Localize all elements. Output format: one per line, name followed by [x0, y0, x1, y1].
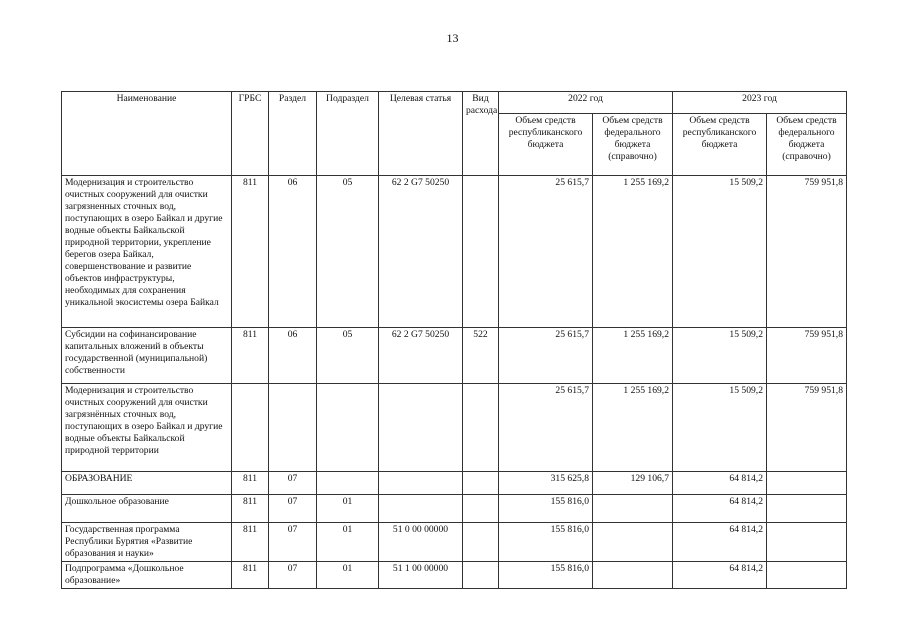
cell-vid [463, 495, 499, 523]
cell-grbs [232, 384, 269, 472]
cell-subsection: 05 [317, 176, 379, 328]
header-target: Целевая статья [379, 92, 463, 176]
cell-vid: 522 [463, 328, 499, 384]
cell-f2023: 759 951,8 [767, 384, 847, 472]
cell-f2023 [767, 562, 847, 589]
cell-r2023: 15 509,2 [673, 384, 767, 472]
cell-f2022: 1 255 169,2 [593, 328, 673, 384]
cell-f2023 [767, 472, 847, 495]
header-year-2022: 2022 год [499, 92, 673, 114]
cell-grbs: 811 [232, 472, 269, 495]
cell-r2022: 155 816,0 [499, 562, 593, 589]
table-row [62, 523, 847, 562]
header-year-2023: 2023 год [673, 92, 847, 114]
cell-vid [463, 472, 499, 495]
table-row [62, 562, 847, 589]
cell-r2022: 25 615,7 [499, 384, 593, 472]
cell-r2022: 25 615,7 [499, 176, 593, 328]
cell-r2022: 155 816,0 [499, 523, 593, 562]
table-row [62, 495, 847, 523]
cell-r2023: 64 814,2 [673, 472, 767, 495]
cell-section: 07 [269, 472, 317, 495]
cell-r2022: 25 615,7 [499, 328, 593, 384]
cell-name: Модернизация и строительство очистных сооружений для очистки загрязнённых сточных вод, поступающих в озеро Байкал и другие водные объекты Байкальской природной территории [62, 384, 232, 472]
header-fed-2022: Объем средств федерального бюджета (справочно) [593, 114, 673, 176]
cell-f2022: 1 255 169,2 [593, 176, 673, 328]
header-fed-2023: Объем средств федерального бюджета (справочно) [767, 114, 847, 176]
cell-name: Государственная программа Республики Бурятия «Развитие образования и науки» [62, 523, 232, 562]
cell-grbs: 811 [232, 176, 269, 328]
cell-f2023: 759 951,8 [767, 176, 847, 328]
cell-f2022 [593, 495, 673, 523]
cell-f2022: 1 255 169,2 [593, 384, 673, 472]
cell-vid [463, 384, 499, 472]
cell-target: 51 1 00 00000 [379, 562, 463, 589]
cell-vid [463, 176, 499, 328]
cell-f2023 [767, 495, 847, 523]
cell-r2023: 64 814,2 [673, 523, 767, 562]
cell-grbs: 811 [232, 328, 269, 384]
header-name: Наименование [62, 92, 232, 176]
cell-r2023: 15 509,2 [673, 328, 767, 384]
cell-r2022: 155 816,0 [499, 495, 593, 523]
budget-table [61, 91, 847, 589]
cell-r2023: 15 509,2 [673, 176, 767, 328]
cell-name: Подпрограмма «Дошкольное образование» [62, 562, 232, 589]
cell-grbs: 811 [232, 562, 269, 589]
cell-name: ОБРАЗОВАНИЕ [62, 472, 232, 495]
cell-f2023: 759 951,8 [767, 328, 847, 384]
cell-subsection: 01 [317, 562, 379, 589]
cell-target: 62 2 G7 50250 [379, 176, 463, 328]
cell-r2022: 315 625,8 [499, 472, 593, 495]
cell-subsection: 01 [317, 495, 379, 523]
table-row [62, 384, 847, 472]
header-section: Раздел [269, 92, 317, 176]
cell-f2022 [593, 562, 673, 589]
cell-target [379, 384, 463, 472]
cell-target: 51 0 00 00000 [379, 523, 463, 562]
cell-section: 07 [269, 523, 317, 562]
cell-subsection [317, 472, 379, 495]
cell-f2022: 129 106,7 [593, 472, 673, 495]
table-row [62, 176, 847, 328]
table-row [62, 328, 847, 384]
cell-r2023: 64 814,2 [673, 495, 767, 523]
header-rep-2023: Объем средств республиканского бюджета [673, 114, 767, 176]
table-row [62, 472, 847, 495]
cell-grbs: 811 [232, 523, 269, 562]
header-vid: Вид расхода [463, 92, 499, 176]
cell-subsection [317, 384, 379, 472]
cell-section: 06 [269, 328, 317, 384]
cell-section: 07 [269, 562, 317, 589]
page-number: 13 [446, 31, 459, 45]
cell-name: Модернизация и строительство очистных сооружений для очистки загрязненных сточных вод, поступающих в озеро Байкал и другие водные объекты Байкальской природной территории, укрепление берегов озера Байкал, совершенствование и развитие объектов инфраструктуры, необходимых для сохранения уникальной экосистемы озера Байкал [62, 176, 232, 328]
cell-f2022 [593, 523, 673, 562]
header-subsection: Подраздел [317, 92, 379, 176]
cell-vid [463, 523, 499, 562]
cell-name: Субсидии на софинансирование капитальных вложений в объекты государственной (муниципальной) собственности [62, 328, 232, 384]
cell-section [269, 384, 317, 472]
cell-grbs: 811 [232, 495, 269, 523]
cell-target [379, 495, 463, 523]
cell-vid [463, 562, 499, 589]
cell-subsection: 05 [317, 328, 379, 384]
header-grbs: ГРБС [232, 92, 269, 176]
cell-section: 06 [269, 176, 317, 328]
cell-section: 07 [269, 495, 317, 523]
cell-subsection: 01 [317, 523, 379, 562]
cell-name: Дошкольное образование [62, 495, 232, 523]
cell-f2023 [767, 523, 847, 562]
header-rep-2022: Объем средств республиканского бюджета [499, 114, 593, 176]
cell-target [379, 472, 463, 495]
cell-r2023: 64 814,2 [673, 562, 767, 589]
cell-target: 62 2 G7 50250 [379, 328, 463, 384]
